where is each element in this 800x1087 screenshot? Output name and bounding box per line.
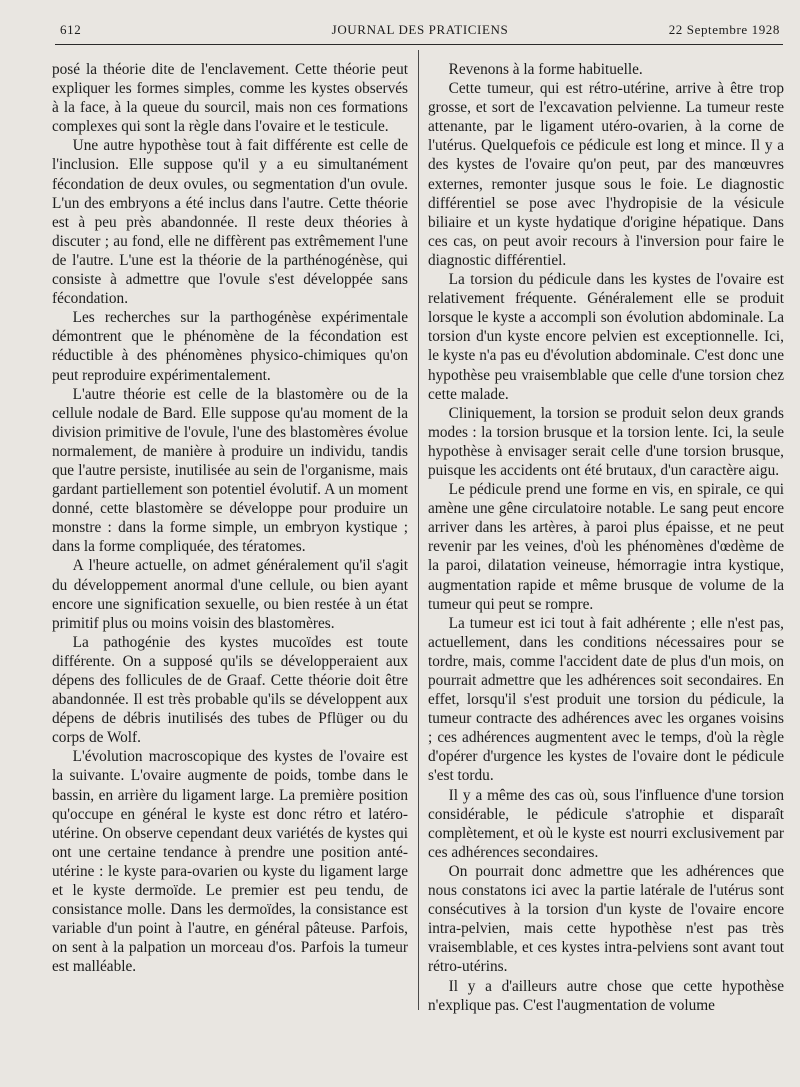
paragraph: Une autre hypothèse tout à fait différente est celle de l'inclusion. Elle suppose qu'il y a eu simultanément fécondation de deux ovules, ou segmentation d'un ovule. L'un des embryons a été inclus dans l'autre. Cette théorie est à peu près abandonnée. Il reste deux théories à discuter ; au fond, elle ne diffèrent pas extrêmement l'une de l'autre. L'une est la théorie de la parthénogénèse, qui consiste à admettre que l'ovule s'est développée sans fécondation. [52, 137, 408, 308]
paragraph: Cette tumeur, qui est rétro-utérine, arrive à être trop grosse, et sort de l'excavation pelvienne. La tumeur reste attenante, par le ligament utéro-ovarien, à la corne de l'utérus. Quelquefois ce pédicule est long et mince. Il y a des kystes de l'ovaire qu'on peut, par des manœuvres externes, remonter jusque sous le foie. Le diagnostic différentiel se pose avec l'hydropisie de la vésicule biliaire et un kyste hydatique d'origine hépatique. Dans ces cas, on peut avoir recours à l'inversion pour faire le diagnostic différentiel. [428, 80, 784, 269]
paragraph: L'évolution macroscopique des kystes de l'ovaire est la suivante. L'ovaire augmente de poids, tombe dans le bassin, en arrière du ligament large. La première position qu'occupe en général le kyste est donc rétro et latéro-utérine. On observe cependant deux variétés de kystes qui ont une certaine tendance à prendre une position anté-utérine : le kyste para-ovarien ou kyste du ligament large et le kyste dermoïde. Le premier est peu tendu, de consistance molle. Dans les dermoïdes, la consistance est variable d'un point à l'autre, en général pâteuse. Parfois, on sent à la palpation un morceau d'os. Parfois la tumeur est malléable. [52, 748, 408, 976]
paragraph: La pathogénie des kystes mucoïdes est toute différente. On a supposé qu'ils se développeraient aux dépens des follicules de de Graaf. Cette théorie doit être abandonnée. Il est très probable qu'ils se développent aux dépens de débris inutilisés des tubes de Pflüger ou du corps de Wolf. [52, 633, 408, 747]
right-column [428, 60, 784, 1015]
paragraph: Il y a même des cas où, sous l'influence d'une torsion considérable, le pédicule s'atrophie et disparaît complètement, et où le kyste est nourri exclusivement par ces adhérences secondaires. [428, 786, 784, 861]
running-header [60, 22, 780, 40]
paragraph: On pourrait donc admettre que les adhérences que nous constatons ici avec la partie latérale de l'utérus sont consécutives à la torsion d'un kyste de l'ovaire encore intra-pelvien, mais cette hypothèse n'est pas très vraisemblable, et ces kystes intra-pelviens sont avant tout rétro-utérins. [428, 862, 784, 976]
column-divider [418, 50, 419, 1010]
paragraph: Il y a d'ailleurs autre chose que cette hypothèse n'explique pas. C'est l'augmentation de volume [428, 977, 784, 1014]
page-number: 612 [60, 22, 82, 37]
paragraph: Revenons à la forme habituelle. [448, 61, 643, 78]
issue-date: 22 Septembre 1928 [668, 22, 780, 37]
paragraph: posé la théorie dite de l'enclavement. Cette théorie peut expliquer les formes simples, comme les kystes observés à la face, à la queue du sourcil, mais non ces formations complexes qui sont la règle dans l'ovaire et le testicule. [52, 61, 408, 136]
journal-title: JOURNAL DES PRATICIENS [331, 22, 509, 37]
paragraph: La tumeur est ici tout à fait adhérente ; elle n'est pas, actuellement, dans les conditions nécessaires pour se tordre, mais, comme l'accident date de plus d'un mois, on pourrait admettre que les adhérences soit secondaires. En effet, lorsqu'il s'est produit une torsion du pédicule, la tumeur contracte des adhérences avec les organes voisins ; ces adhérences augmentent avec le temps, d'où la règle d'opérer d'urgence les kystes de l'ovaire dont le pédicule s'est tordu. [428, 614, 784, 785]
paragraph: Les recherches sur la parthogénèse expérimentale démontrent que le phénomène de la fécondation est réductible à des phénomènes physico-chimiques qu'on peut reproduire expérimentalement. [52, 309, 408, 384]
paragraph: Le pédicule prend une forme en vis, en spirale, ce qui amène une gêne circulatoire notable. Le sang peut encore arriver dans les artères, à paroi plus épaisse, et ne peut revenir par les veines, d'où les phénomènes d'œdème de la paroi, dilatation veineuse, hémorragie intra kystique, augmentation rapide et même brusque de volume de la tumeur qui peut se rompre. [428, 481, 784, 613]
left-column [52, 60, 408, 977]
paragraph: Cliniquement, la torsion se produit selon deux grands modes : la torsion brusque et la torsion lente. Ici, la seule hypothèse à envisager serait celle d'une torsion brusque, puisque les accidents ont été brutaux, d'un caractère aigu. [428, 404, 784, 479]
paragraph: La torsion du pédicule dans les kystes de l'ovaire est relativement fréquente. Généralement elle se produit lorsque le kyste a accompli son évolution abdominale. La torsion d'un kyste encore pelvien est exceptionnelle. Ici, le kyste n'a pas eu d'évolution abdominale. C'est donc une hypothèse peu vraisemblable que celle d'une torsion chez cette malade. [428, 271, 784, 403]
paragraph: L'autre théorie est celle de la blastomère ou de la cellule nodale de Bard. Elle suppose qu'au moment de la division primitive de l'ovule, l'une des blastomères évolue normalement, de manière à produire un individu, tandis que l'autre persiste, inutilisée au sein de l'organisme, mais gardant partiellement son potentiel évolutif. A un moment donné, cette blastomère se développe pour produire un monstre : dans la forme simple, un embryon kystique ; dans la forme compliquée, des tératomes. [52, 385, 408, 556]
header-rule [55, 44, 783, 45]
paragraph: A l'heure actuelle, on admet généralement qu'il s'agit du développement anormal d'une cellule, ou bien ayant encore une signification sexuelle, ou bien restée à un état primitif plus ou moins voisin des blastomères. [52, 557, 408, 632]
